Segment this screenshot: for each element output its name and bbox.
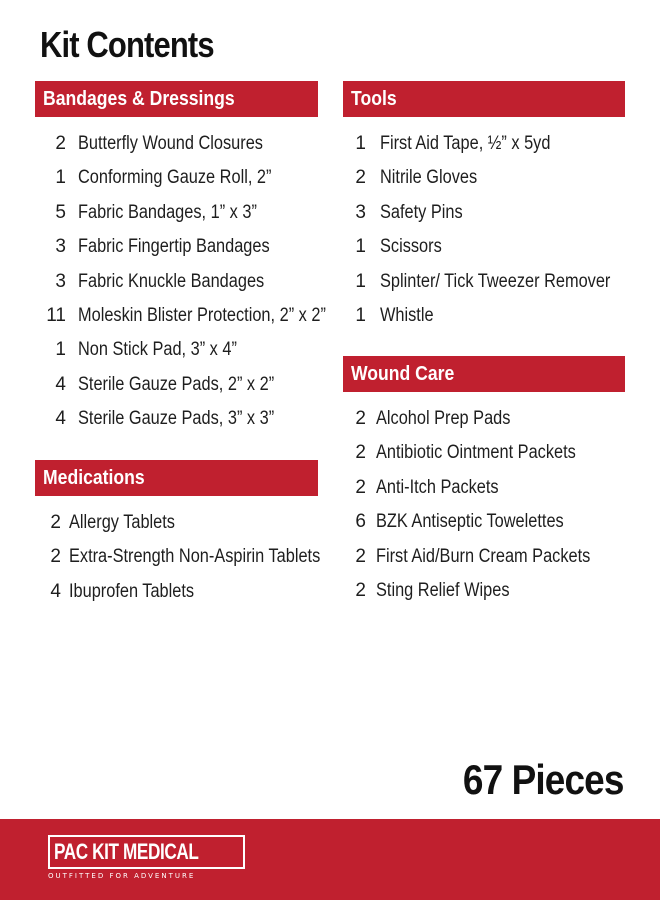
list-item [35,161,318,195]
list-item [35,368,318,402]
section-header [35,81,318,117]
item-quantity: 2 [355,167,366,189]
item-list [343,402,625,608]
item-quantity: 3 [355,201,366,223]
item-quantity: 2 [50,512,61,533]
item-quantity: 3 [55,270,66,292]
item-quantity: 11 [46,304,66,326]
item-quantity: 2 [50,546,61,568]
item-quantity: 2 [355,442,366,464]
list-item [35,265,318,299]
item-name: Extra-Strength Non-Aspirin Tablets [69,546,321,568]
item-quantity: 6 [355,511,366,533]
section-wound-care [343,356,625,608]
brand-logo [48,835,199,880]
item-quantity: 2 [355,408,366,429]
item-quantity: 4 [55,373,66,395]
section-header [35,460,318,496]
total-pieces: 67 Pieces [463,756,624,803]
section-header-label: Medications [43,467,145,489]
list-item [343,161,625,195]
list-item [343,574,625,608]
logo-text: PAC KIT MEDICAL [54,839,199,864]
logo-wordmark [48,835,245,869]
list-item [35,575,318,609]
list-item [35,333,318,367]
list-item [35,299,326,333]
list-item [35,230,318,264]
list-item [343,402,625,436]
list-item [35,402,318,436]
item-quantity: 2 [55,133,66,154]
item-name: Splinter/ Tick Tweezer Remover [380,270,611,292]
item-name: Sterile Gauze Pads, 3” x 3” [78,408,275,430]
item-name: Fabric Bandages, 1” x 3” [78,201,257,223]
section-header-label: Bandages & Dressings [43,88,235,110]
item-name: Scissors [380,236,442,258]
item-quantity: 5 [55,201,66,223]
section-medications [35,460,321,609]
item-name: Ibuprofen Tablets [69,580,195,602]
item-name: First Aid/Burn Cream Packets [376,545,591,567]
item-quantity: 4 [50,580,61,602]
item-quantity: 1 [55,167,66,189]
item-name: Butterfly Wound Closures [78,133,263,154]
list-item [343,230,625,264]
item-name: Whistle [380,304,434,326]
list-item [35,506,318,540]
item-quantity: 1 [355,304,366,326]
item-name: Moleskin Blister Protection, 2” x 2” [78,304,326,326]
list-item [35,127,318,161]
section-header [343,81,625,117]
item-quantity: 2 [355,476,366,498]
item-quantity: 1 [355,270,366,292]
list-item [343,299,625,333]
item-quantity: 1 [355,133,366,154]
logo-tagline: OUTFITTED FOR ADVENTURE [48,872,196,880]
item-name: Conforming Gauze Roll, 2” [78,167,272,189]
section-header [343,356,625,392]
list-item [343,471,625,505]
item-name: Sting Relief Wipes [376,579,510,601]
list-item [343,436,625,470]
list-item [343,540,625,574]
item-name: Antibiotic Ointment Packets [376,442,576,464]
item-name: Anti-Itch Packets [376,476,499,498]
item-name: Safety Pins [380,201,463,223]
item-name: Alcohol Prep Pads [376,408,511,429]
item-name: Sterile Gauze Pads, 2” x 2” [78,373,275,395]
list-item [343,196,625,230]
item-name: Fabric Fingertip Bandages [78,236,270,258]
section-tools [343,81,625,333]
list-item [35,196,318,230]
list-item [343,505,625,539]
item-name: First Aid Tape, ½” x 5yd [380,133,551,154]
item-quantity: 1 [55,339,66,361]
item-list [343,127,625,333]
list-item [35,540,321,574]
list-item [343,265,625,299]
page-title: Kit Contents [40,24,214,65]
item-quantity: 2 [355,545,366,567]
section-bandages-dressings [35,81,326,437]
item-quantity: 4 [55,408,66,430]
item-quantity: 2 [355,579,366,601]
section-header-label: Wound Care [351,363,455,385]
item-name: BZK Antiseptic Towelettes [376,511,564,533]
item-list [35,506,321,609]
list-item [343,127,625,161]
footer-bar [0,819,660,900]
item-name: Nitrile Gloves [380,167,478,189]
item-name: Non Stick Pad, 3” x 4” [78,339,237,361]
item-name: Fabric Knuckle Bandages [78,270,265,292]
item-list [35,127,326,437]
section-header-label: Tools [351,88,397,110]
item-quantity: 3 [55,236,66,258]
item-name: Allergy Tablets [69,512,175,533]
item-quantity: 1 [355,236,366,258]
